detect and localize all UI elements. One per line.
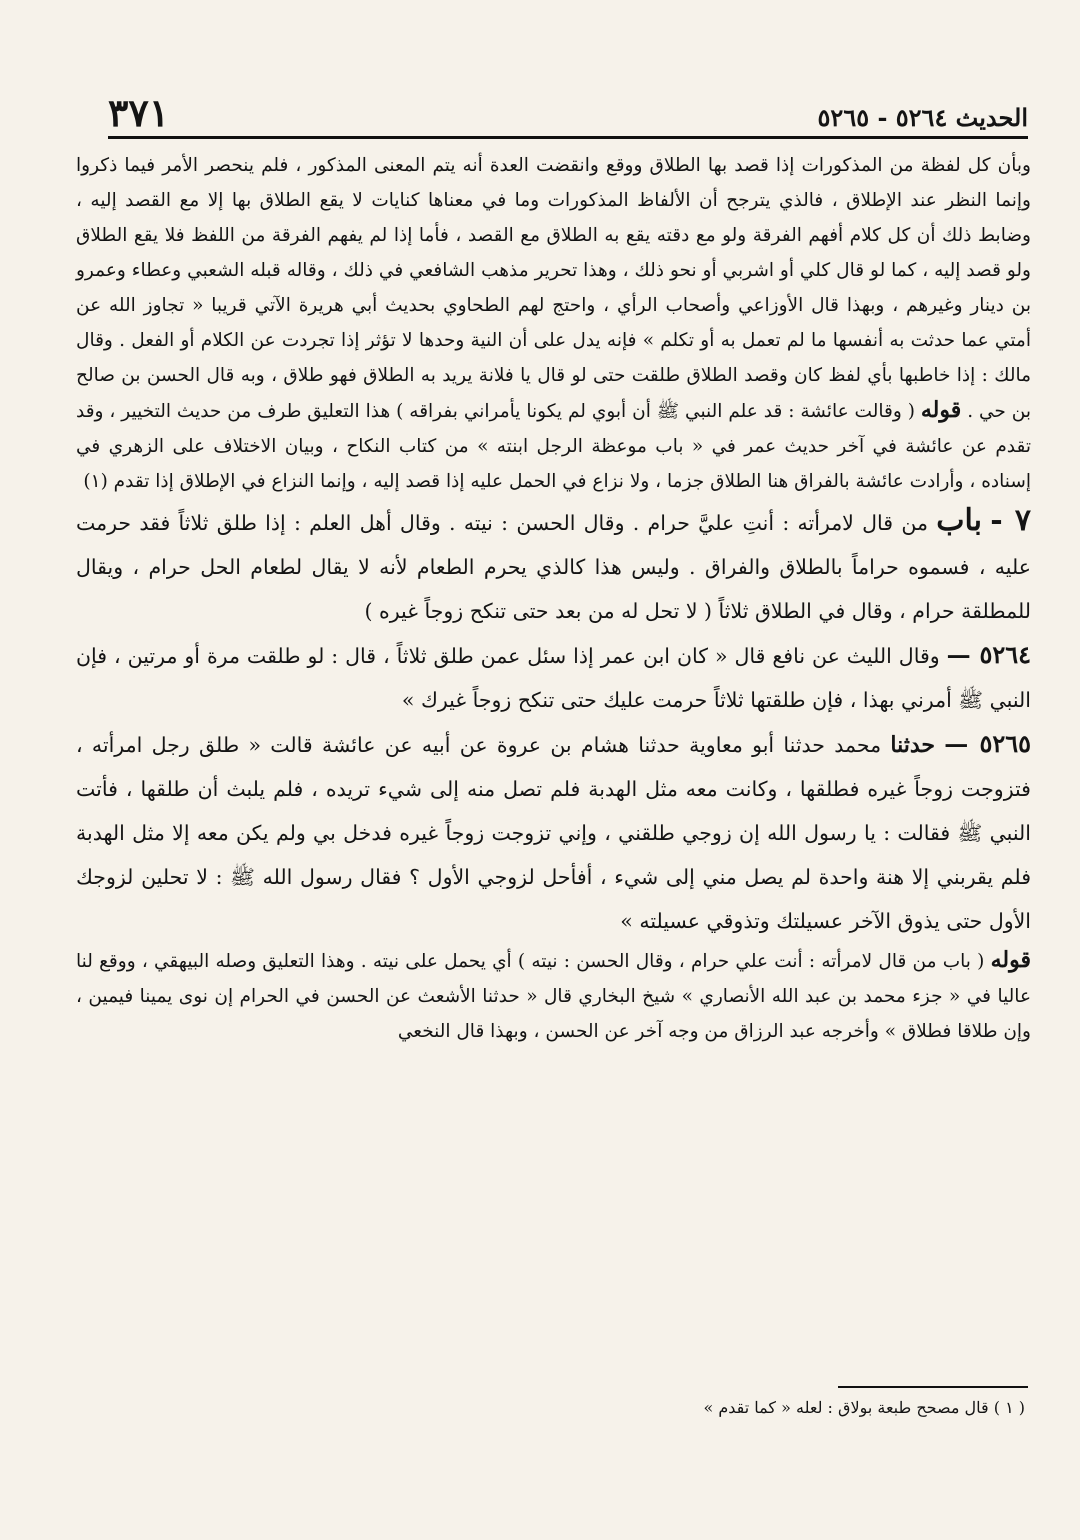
commentary-paragraph-2 [76, 943, 1031, 1049]
chapter-heading [76, 499, 1031, 633]
commentary-text-1: وبأن كل لفظة من المذكورات إذا قصد بها الطلاق ووقع وانقضت العدة أنه يتم المعنى المذكور ، فلم ينحصر الأمر فيما ذكروا وإنما النظر عند الإطلاق ، فالذي يترجح أن الألفاظ المذكورات وما في معناها كنايات لا يقع الطلاق بها إلا مع القصد إليه ، وضابط ذلك أن كل كلام أفهم الفرقة ولو مع دقته يقع به الطلاق مع القصد ، فأما إذا لم يفهم الفرقة من اللفظ فلا يقع الطلاق ولو قصد إليه ، كما لو قال كلي أو اشربي أو نحو ذلك ، وهذا تحرير مذهب الشافعي في ذلك ، وقاله قبله الشعبي وعطاء وعمرو بن دينار وغيرهم ، وبهذا قال الأوزاعي وأصحاب الرأي ، واحتج لهم الطحاوي بحديث أبي هريرة الآتي قريبا « تجاوز الله عن أمتي عما حدثت به أنفسها ما لم تعمل به أو تكلم » فإنه يدل على أن النية وحدها لا تؤثر إذا تجردت عن الكلام أو الفعل . وقال مالك : إذا خاطبها بأي لفظ كان وقصد الطلاق طلقت حتى لو قال يا فلانة يريد به الطلاق فهو طلاق ، وبه قال الحسن بن صالح بن حي . [76, 155, 1032, 422]
commentary-paragraph-1 [76, 148, 1031, 499]
hadith-5264-number: ٥٢٦٤ — [946, 640, 1031, 669]
page-body [76, 148, 1031, 1049]
chapter-text: من قال لامرأته : أنتِ عليَّ حرام . وقال الحسن : نيته . وقال أهل العلم : إذا طلق ثلاثاً فقد حرمت عليه ، فسموه حراماً بالطلاق والفراق . وليس هذا كالذي يحرم الطعام لأنه لا يقال لطعام الحل حرام ، ويقال للمطلقة حرام ، وقال في الطلاق ثلاثاً ( لا تحل له من بعد حتى تنكح زوجاً غيره ) [76, 511, 1031, 623]
hadith-5265-lead: حدثنا [890, 732, 935, 758]
page-header [108, 90, 1028, 135]
qawluhu-marker-1: قوله [920, 397, 962, 423]
footnote-rule [838, 1386, 1028, 1388]
hadith-5265 [76, 722, 1031, 943]
running-title: الحديث ٥٢٦٤ - ٥٢٦٥ [817, 103, 1028, 132]
header-rule [108, 136, 1028, 139]
hadith-5265-number: ٥٢٦٥ — [944, 729, 1031, 758]
chapter-number: ٧ - [990, 503, 1031, 538]
commentary-text-3: ( باب من قال لامرأته : أنت علي حرام ، وقال الحسن : نيته ) أي يحمل على نيته . وهذا التعليق وصله البيهقي ، ووقع لنا عاليا في « جزء محمد بن عبد الله الأنصاري » شيخ البخاري قال « حدثنا الأشعث عن الحسن في الحرام إن نوى يمينا فيمين ، وإن طلاقا فطلاق » وأخرجه عبد الرزاق من وجه آخر عن الحسن ، وبهذا قال النخعي [76, 951, 1031, 1042]
hadith-5264 [76, 633, 1031, 722]
commentary-text-2: ( وقالت عائشة : قد علم النبي ﷺ أن أبوي لم يكونا يأمراني بفراقه ) هذا التعليق طرف من حديث التخيير ، وقد تقدم عن عائشة في آخر حديث عمر في « باب موعظة الرجل ابنته » من كتاب النكاح ، وبيان الاختلاف على الزهري في إسناده ، وأرادت عائشة بالفراق هنا الطلاق جزما ، ولا نزاع في الحمل عليه إذا قصد إليه ، وإنما النزاع في الإطلاق إذا تقدم (١) [76, 401, 1031, 492]
chapter-word: باب [936, 503, 982, 538]
qawluhu-marker-2: قوله [990, 947, 1031, 973]
footnote: ( ١ ) قال مصحح طبعة بولاق : لعله « كما تقدم » [703, 1398, 1025, 1417]
page-number: ٣٧١ [108, 90, 170, 135]
hadith-5265-text: محمد حدثنا أبو معاوية حدثنا هشام بن عروة عن أبيه عن عائشة قالت « طلق رجل امرأته ، فتزوجت زوجاً غيره فطلقها ، وكانت معه مثل الهدبة فلم تصل منه إلى شيء تريده ، فلم يلبث أن طلقها ، فأتت النبي ﷺ فقالت : يا رسول الله إن زوجي طلقني ، وإني تزوجت زوجاً غيره فدخل بي ولم يكن معه إلا مثل الهدبة فلم يقربني إلا هنة واحدة لم يصل مني إلى شيء ، أفأحل لزوجي الأول ؟ فقال رسول الله ﷺ : لا تحلين لزوجك الأول حتى يذوق الآخر عسيلتك وتذوقي عسيلته » [76, 733, 1031, 933]
hadith-5264-text: وقال الليث عن نافع قال « كان ابن عمر إذا سئل عمن طلق ثلاثاً ، قال : لو طلقت مرة أو مرتين ، فإن النبي ﷺ أمرني بهذا ، فإن طلقتها ثلاثاً حرمت عليك حتى تنكح زوجاً غيرك » [76, 644, 1031, 712]
